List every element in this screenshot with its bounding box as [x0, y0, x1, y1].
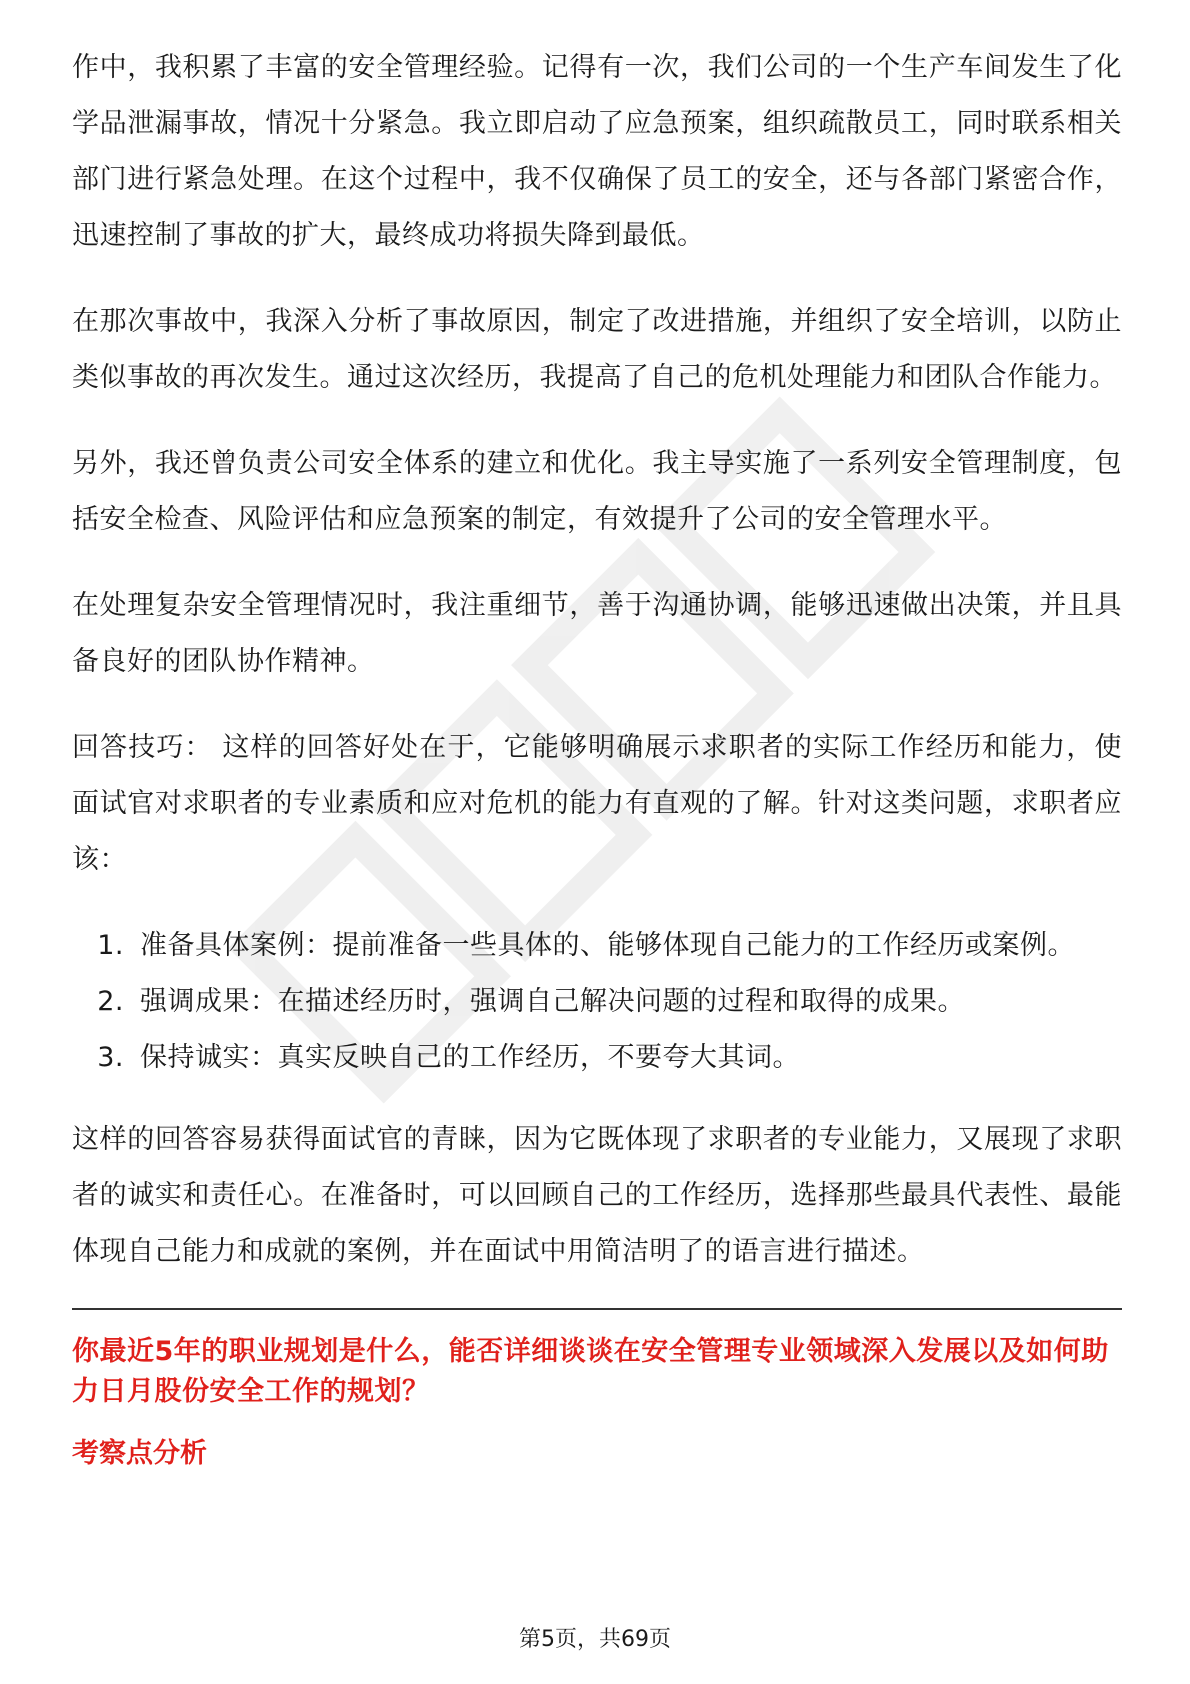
list-item [72, 918, 1122, 974]
body-paragraph: 作中，我积累了丰富的安全管理经验。记得有一次，我们公司的一个生产车间发生了化学品泄漏事故，情况十分紧急。我立即启动了应急预案，组织疏散员工，同时联系相关部门进行紧急处理。在这个过程中，我不仅确保了员工的安全，还与各部门紧密合作，迅速控制了事故的扩大，最终成功将损失降到最低。 [72, 52, 1122, 251]
list-item-number: 3. [97, 1042, 124, 1073]
list-item [72, 1030, 1122, 1086]
tips-list [72, 918, 1122, 1086]
body-paragraph: 在那次事故中，我深入分析了事故原因，制定了改进措施，并组织了安全培训，以防止类似事故的再次发生。通过这次经历，我提高了自己的危机处理能力和团队合作能力。 [72, 306, 1122, 393]
document-page [72, 40, 1122, 1474]
list-item-text: 强调成果：在描述经历时，强调自己解决问题的过程和取得的成果。 [140, 986, 965, 1017]
answer-tips-paragraph: 回答技巧： 这样的回答好处在于，它能够明确展示求职者的实际工作经历和能力，使面试官对求职者的专业素质和应对危机的能力有直观的了解。针对这类问题，求职者应该： [72, 732, 1122, 875]
list-item-number: 1. [97, 930, 124, 961]
list-item-text: 准备具体案例：提前准备一些具体的、能够体现自己能力的工作经历或案例。 [140, 930, 1075, 961]
body-paragraph: 另外，我还曾负责公司安全体系的建立和优化。我主导实施了一系列安全管理制度，包括安全检查、风险评估和应急预案的制定，有效提升了公司的安全管理水平。 [72, 448, 1122, 535]
closing-paragraph: 这样的回答容易获得面试官的青睐，因为它既体现了求职者的专业能力，又展现了求职者的诚实和责任心。在准备时，可以回顾自己的工作经历，选择那些最具代表性、最能体现自己能力和成就的案例，并在面试中用简洁明了的语言进行描述。 [72, 1124, 1122, 1267]
list-item [72, 974, 1122, 1030]
interview-question: 你最近5年的职业规划是什么，能否详细谈谈在安全管理专业领域深入发展以及如何助力日月股份安全工作的规划？ [72, 1336, 1109, 1407]
list-item-text: 保持诚实：真实反映自己的工作经历，不要夸大其词。 [140, 1042, 800, 1073]
section-divider [72, 1308, 1122, 1310]
section-heading: 考察点分析 [72, 1438, 207, 1469]
list-item-number: 2. [97, 986, 124, 1017]
page-number: 第5页，共69页 [519, 1627, 671, 1652]
body-paragraph: 在处理复杂安全管理情况时，我注重细节，善于沟通协调，能够迅速做出决策，并且具备良好的团队协作精神。 [72, 590, 1122, 677]
